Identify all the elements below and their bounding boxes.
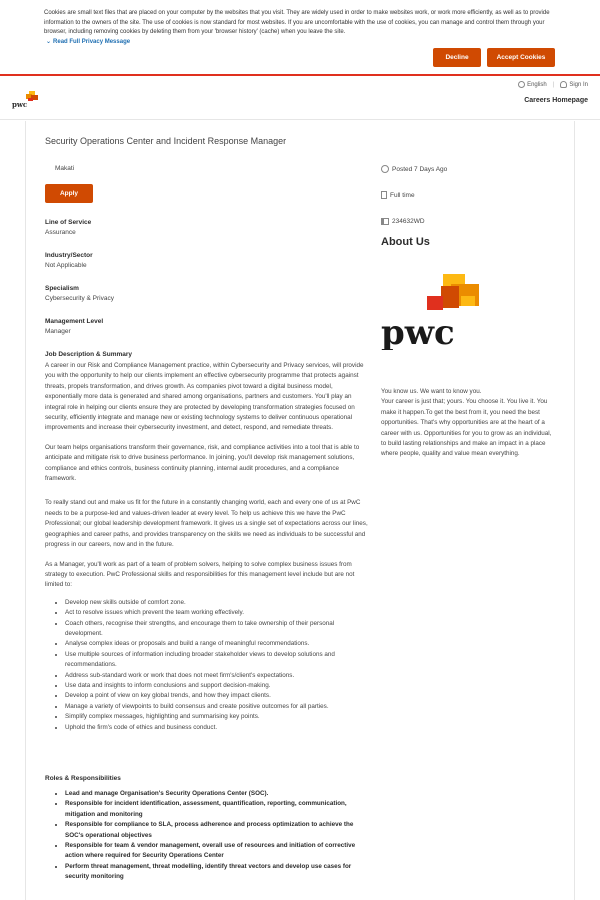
svg-text:pwc: pwc <box>12 100 28 109</box>
job-details <box>45 160 370 883</box>
skills-list <box>65 598 370 733</box>
site-header <box>0 78 600 120</box>
description-paragraph: A career in our Risk and Compliance Management practice, within Cybersecurity and Privacy services, will provide you with the opportunity to help our clients implement an effective cybersecurity programme that protects against threats, propels transformation, and drives growth. As companies pivot toward a digital business model, exponentially more data is generated and shared among organisations, partners and customers. You'll play an integral role in helping our clients ensure they are protected by developing transformation strategies focused on security, efficiently integrate and manage new or existing technology systems to deliver continuous operational improvements and increase their cybersecurity investment, and detect, respond, and remediate threats. <box>45 362 364 432</box>
job-type <box>381 186 556 204</box>
sign-in-link[interactable] <box>560 81 588 88</box>
svg-text:pwc: pwc <box>381 313 455 350</box>
posted-label: Posted 7 Days Ago <box>392 165 448 173</box>
job-title: Security Operations Center and Incident Response Manager <box>45 136 287 146</box>
id-card-icon <box>381 218 389 225</box>
field-value: Not Applicable <box>45 262 87 269</box>
apply-button[interactable]: Apply <box>45 184 93 203</box>
careers-homepage-link[interactable]: Careers Homepage <box>524 97 588 104</box>
field-value: Assurance <box>45 229 76 236</box>
privacy-message-link[interactable] <box>46 38 130 45</box>
pwc-logo[interactable] <box>12 89 40 109</box>
list-item: • Analyse complex ideas or proposals and build a range of meaningful recommendations. <box>65 639 370 649</box>
list-item: • Develop new skills outside of comfort zone. <box>65 598 370 608</box>
language-label: English <box>527 82 547 89</box>
description-paragraph: To really stand out and make us fit for the future in a constantly changing world, each and every one of us at PwC needs to be a purpose-led and values-driven leader at every level. To help us achieve this we have the PwC Professional; our global leadership development framework. It gives us a single set of expectations across our lines, geographies and career paths, and provides transparency on the skills we need as individuals to be successful and progress in our careers, now and in the future. <box>45 499 368 549</box>
list-item: • Use data and insights to inform conclusions and support decision-making. <box>65 681 370 691</box>
about-us-heading: About Us <box>381 236 430 248</box>
user-icon <box>560 81 567 88</box>
field-value: Cybersecurity & Privacy <box>45 295 114 302</box>
decline-button[interactable]: Decline <box>433 48 481 67</box>
description-paragraph: As a Manager, you'll work as part of a team of problem solvers, helping to solve complex business issues from strategy to execution. PwC Professional skills and responsibilities for this management level include but are not limited to: <box>45 560 355 589</box>
field-label: Management Level <box>45 318 104 325</box>
list-item: • Coach others, recognise their strengths, and encourage them to take ownership of their personal development. <box>65 619 370 640</box>
list-item: • Develop a point of view on key global trends, and how they impact clients. <box>65 691 370 701</box>
list-item: • Manage a variety of viewpoints to build consensus and create positive outcomes for all parties. <box>65 702 370 712</box>
list-item: • Responsible for incident identification, assessment, quantification, reporting, communication, mitigation and monitoring <box>65 799 370 820</box>
accept-cookies-button[interactable]: Accept Cookies <box>487 48 555 67</box>
roles-label: Roles & Responsibilities <box>45 775 121 782</box>
job-location: Makati <box>55 165 75 172</box>
list-item: • Act to resolve issues which prevent the team working effectively. <box>65 608 370 618</box>
job-type-label: Full time <box>390 191 415 199</box>
about-us-text: You know us. We want to know you. Your career is just that; yours. You choose it. You live it. You make it happen.To get the best from it, you need the best opportunities. That's why opportunities are at the heart of a career with us. Opportunities for you to grow as an individual, to build lasting relationships and make an impact in a place where people, quality and value mean everything. <box>381 388 552 458</box>
field-label: Line of Service <box>45 219 92 226</box>
list-item: • Responsible for compliance to SLA, process adherence and process optimization to achieve the SOC's operational objectives <box>65 820 370 841</box>
list-item: • Responsible for team & vendor management, overall use of resources and initiation of corrective action where required for Security Operations Center <box>65 841 370 862</box>
globe-icon <box>518 81 525 88</box>
privacy-message-link-label: Read Full Privacy Message <box>53 38 131 45</box>
list-item: • Address sub-standard work or work that does not meet firm's/client's expectations. <box>65 671 370 681</box>
field-value: Manager <box>45 328 71 335</box>
list-item: • Simplify complex messages, highlighting and summarising key points. <box>65 712 370 722</box>
top-links <box>518 81 588 88</box>
language-selector[interactable] <box>518 81 547 88</box>
separator: | <box>552 81 555 88</box>
sign-in-label: Sign In <box>569 82 588 89</box>
job-id <box>381 212 556 230</box>
description-label: Job Description & Summary <box>45 351 133 358</box>
description-paragraph: Our team helps organisations transform their governance, risk, and compliance activities into a tool that is able to anticipate and mitigate risk to drive business performance. In joining, you'll develop risk management solutions, compliance and ethics controls, business continuity planning, internal audit procedures, and a compliance framework. <box>45 443 360 483</box>
list-item: • Perform threat management, threat modelling, identify threat vectors and develop use cases for security monitoring <box>65 862 370 883</box>
list-item: • Lead and manage Organisation's Security Operations Center (SOC). <box>65 789 370 799</box>
job-sidebar <box>381 160 556 460</box>
list-item: • Use multiple sources of information including broader stakeholder views to develop solutions and recommendations. <box>65 650 370 671</box>
field-label: Industry/Sector <box>45 252 93 259</box>
clock-icon <box>381 165 389 173</box>
document-icon <box>381 191 387 199</box>
list-item: • Uphold the firm's code of ethics and business conduct. <box>65 723 370 733</box>
job-id-label: 234632WD <box>392 217 425 225</box>
pwc-logo-large <box>381 274 481 350</box>
roles-list <box>65 789 370 883</box>
posted-date <box>381 160 556 178</box>
field-label: Specialism <box>45 285 79 292</box>
cookie-banner <box>0 0 600 76</box>
cookie-message: Cookies are small text files that are placed on your computer by the websites that you visit. They are widely used in order to make websites work, or work more efficiently, as well as to provide information to the owners of the site. The use of cookies is now standard for most websites. If you are uncomfortable with the use of cookies, you can manage and control them through your browser, including removing cookies by deleting them from your 'browser history' (cache) when you leave the site. <box>44 10 550 36</box>
chevron-down-icon: ⌄ <box>46 39 52 45</box>
